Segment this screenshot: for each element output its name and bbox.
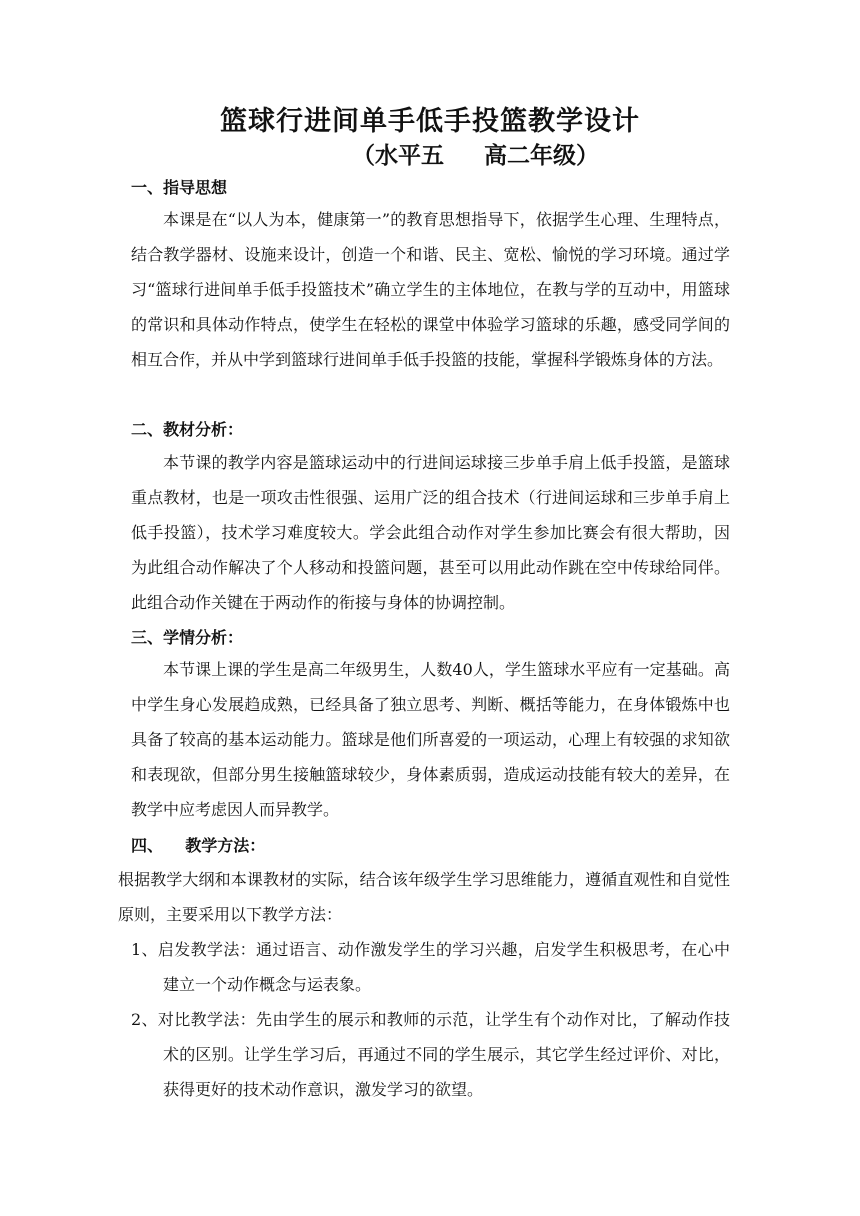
document-title: 篮球行进间单手低手投篮教学设计 (220, 106, 640, 137)
section-heading-guiding-thought: 一、指导思想 (131, 178, 228, 197)
method-item-1: 1、启发教学法：通过语言、动作激发学生的学习兴趣，启发学生积极思考，在心中建立一个动作概念与运表象。 (131, 940, 730, 994)
section-text-guiding-thought: 本课是在“以人为本，健康第一”的教育思想指导下，依据学生心理、生理特点，结合教学器材、设施来设计，创造一个和谐、民主、宽松、愉悦的学习环境。通过学习“篮球行进间单手低手投篮技术”确立学生的主体地位，在教与学的互动中，用篮球的常识和具体动作特点，使学生在轻松的课堂中体验学习篮球的乐趣，感受同学间的相互合作，并从中学到篮球行进间单手低手投篮的技能，掌握科学锻炼身体的方法。 (131, 210, 730, 369)
section-heading-material-analysis: 二、教材分析： (131, 420, 244, 439)
methods-intro: 根据教学大纲和本课教材的实际，结合该年级学生学习思维能力，遵循直观性和自觉性原则，主要采用以下教学方法： (118, 870, 730, 924)
section-text-material-analysis: 本节课的教学内容是篮球运动中的行进间运球接三步单手肩上低手投篮，是篮球重点教材，也是一项攻击性很强、运用广泛的组合技术（行进间运球和三步单手肩上低手投篮），技术学习难度较大。学会此组合动作对学生参加比赛会有很大帮助，因为此组合动作解决了个人移动和投篮问题，甚至可以用此动作跳在空中传球给同伴。此组合动作关键在于两动作的衔接与身体的协调控制。 (131, 453, 730, 612)
section-text-teaching-methods (118, 862, 730, 932)
section-heading-teaching-methods: 四、 教学方法： (131, 836, 266, 855)
section-heading-student-analysis: 三、学情分析： (131, 628, 244, 647)
document-subtitle: （水平五 高二年级） (352, 142, 600, 169)
method-item-2: 2、对比教学法：先由学生的展示和教师的示范，让学生有个动作对比，了解动作技术的区别。让学生学习后，再通过不同的学生展示，其它学生经过评价、对比，获得更好的技术动作意识，激发学习的欲望。 (131, 1010, 730, 1099)
section-text-student-analysis: 本节课上课的学生是高二年级男生，人数40人，学生篮球水平应有一定基础。高中学生身心发展趋成熟，已经具备了独立思考、判断、概括等能力，在身体锻炼中也具备了较高的基本运动能力。篮球是他们所喜爱的一项运动，心理上有较强的求知欲和表现欲，但部分男生接触篮球较少，身体素质弱，造成运动技能有较大的差异，在教学中应考虑因人而异教学。 (131, 660, 730, 819)
